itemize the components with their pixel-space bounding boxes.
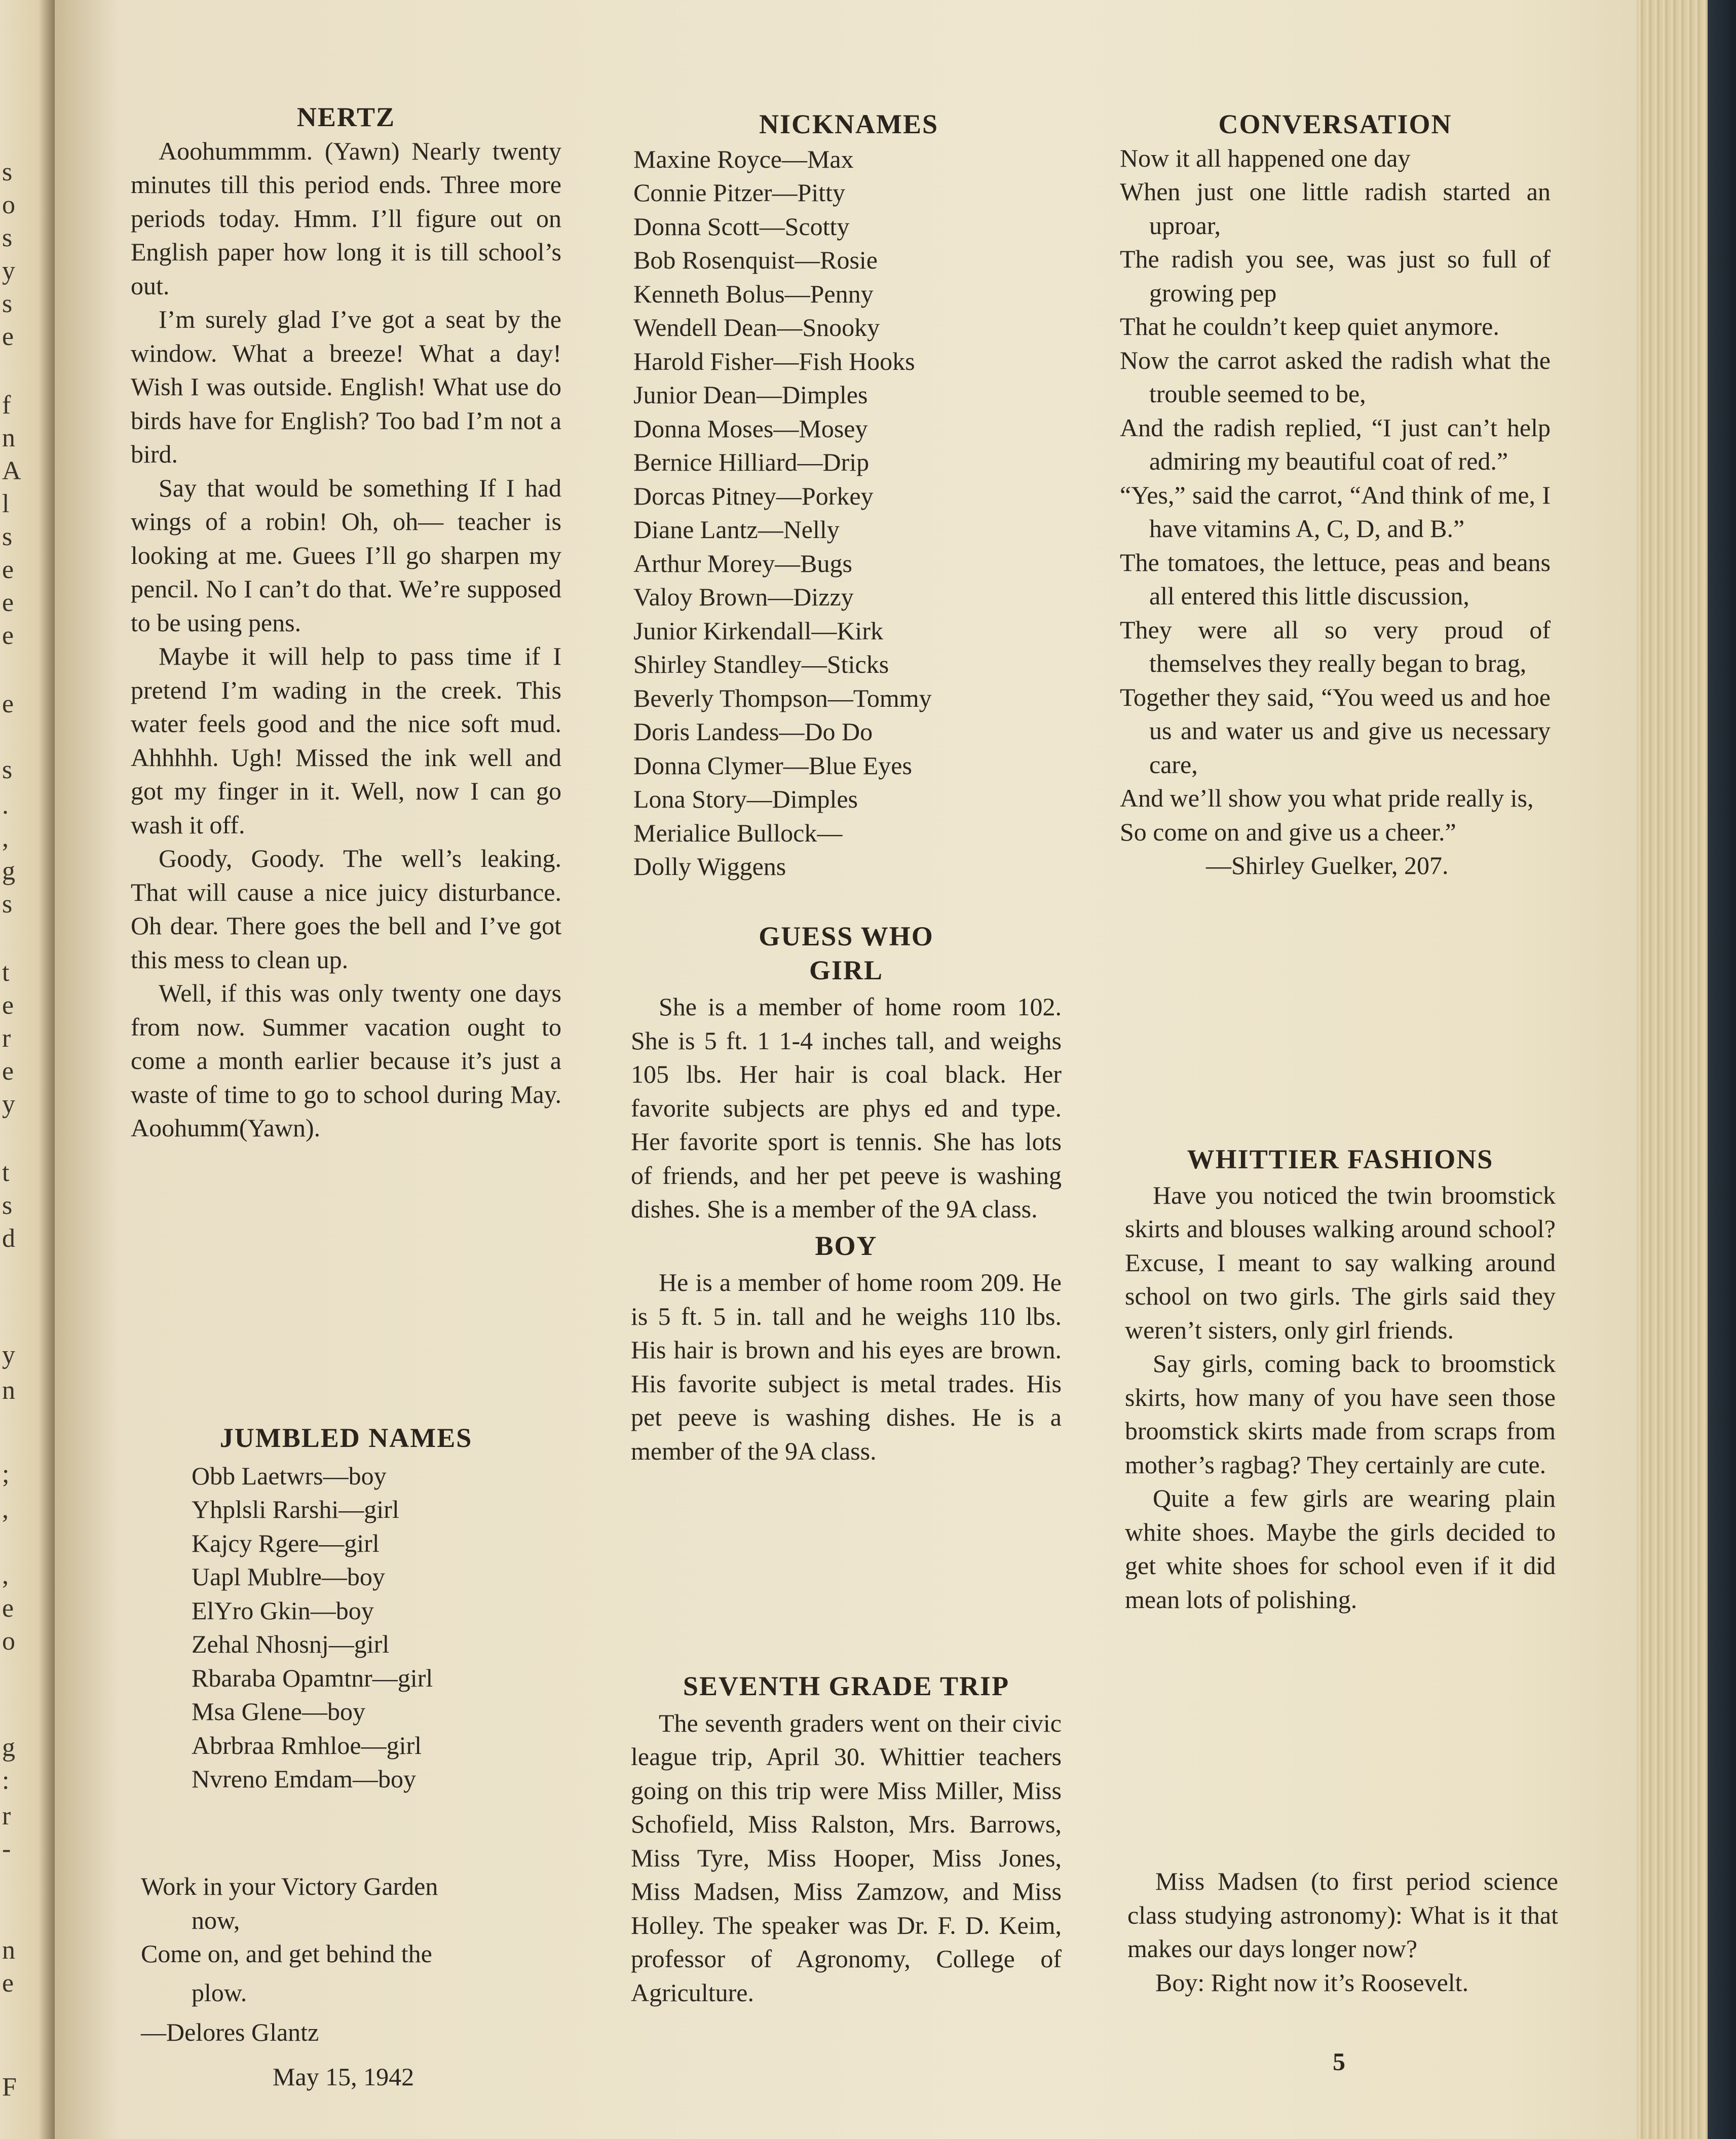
edge-letter: , — [2, 1495, 9, 1524]
poem-line: Come on, and get behind the — [141, 1939, 432, 1968]
conversation-line: And the radish replied, “I just can’t help admiring my beautiful coat of red.” — [1120, 413, 1551, 475]
edge-letter: f — [2, 391, 11, 419]
nertz-paragraph: Maybe it will help to pass time if I pretend I’m wading in the creek. This water feels good and the nice soft mud. Ahhhhh. Ugh! Missed the ink well and got my finger in it. Well, now I can go wash it off. — [131, 642, 561, 839]
fashions-paragraph: Quite a few girls are wearing plain white shoes. Maybe the girls decided to get white shoes for school even if it did mean lots of polishing. — [1125, 1484, 1556, 1614]
nickname-item: Wendell Dean—Snooky — [633, 313, 880, 341]
guess-who-title: GUESS WHO — [759, 921, 934, 951]
edge-letter: t — [2, 958, 10, 987]
jumbled-name-item: Zehal Nhosnj—girl — [192, 1630, 390, 1658]
seventh-grade-trip-title: SEVENTH GRADE TRIP — [683, 1671, 1010, 1701]
edge-letter: . — [2, 791, 9, 820]
jumbled-name-item: Abrbraa Rmhloe—girl — [192, 1731, 422, 1760]
conversation-line: The tomatoes, the lettuce, peas and beans all entered this little discussion, — [1120, 548, 1551, 610]
binder-cover — [1708, 0, 1736, 2139]
nertz-paragraph: Goody, Goody. The well’s leaking. That will cause a nice juicy disturbance. Oh dear. There goes the bell and I’ve got this mess to clean up. — [131, 844, 561, 974]
issue-date: May 15, 1942 — [273, 2062, 414, 2091]
nickname-item: Dorcas Pitney—Porkey — [633, 481, 874, 510]
edge-letter: e — [2, 621, 14, 650]
conversation-line: The radish you see, was just so full of growing pep — [1120, 245, 1551, 307]
astronomy-joke — [1127, 1864, 1558, 1999]
conversation-line: Now it all happened one day — [1120, 143, 1411, 172]
page-stack-edge — [1637, 0, 1708, 2139]
nertz-paragraph: Aoohummmm. (Yawn) Nearly twenty minutes till this period ends. Three more periods today. Hmm. I’ll figure out on English paper how long it is till school’s out. — [131, 136, 561, 300]
conversation-line: They were all so very proud of themselves they really began to brag, — [1120, 615, 1551, 677]
edge-letter: e — [2, 1594, 14, 1623]
edge-letter: F — [2, 2073, 17, 2102]
adjacent-page-edge — [0, 0, 55, 2139]
conversation-title: CONVERSATION — [1218, 109, 1452, 139]
edge-letter: l — [2, 489, 10, 518]
guess-who-girl-title: GIRL — [809, 954, 884, 985]
edge-letter: , — [2, 824, 9, 853]
edge-letter: s — [2, 1191, 13, 1220]
edge-letter: : — [2, 1766, 10, 1795]
edge-letter: s — [2, 223, 13, 252]
edge-letter: e — [2, 690, 14, 718]
guess-who-girl-text: She is a member of home room 102. She is 5 ft. 1 1-4 inches tall, and weighs 105 lbs. Her hair is coal black. Her favorite subjects are phys ed and type. Her favorite sport is tennis. She has lots of friends, and her pet peeve is washing dishes. She is a member of the 9A class. — [631, 992, 1062, 1223]
joke-answer: Boy: Right now it’s Roosevelt. — [1155, 1968, 1469, 1997]
poem-line: Work in your Victory Garden — [141, 1872, 438, 1900]
fashions-paragraph: Say girls, coming back to broomstick skirts, how many of you have seen those broomstick skirts made from scraps from mother’s ragbag? They certainly are cute. — [1125, 1349, 1556, 1479]
nertz-paragraph: I’m surely glad I’ve got a seat by the window. What a breeze! What a day! Wish I was outside. English! What use do birds have for English? Too bad I’m not a bird. — [131, 305, 561, 468]
jumbled-name-item: Rbaraba Opamtnr—girl — [192, 1663, 433, 1692]
nickname-item: Donna Clymer—Blue Eyes — [633, 751, 912, 780]
edge-letter: g — [2, 857, 15, 886]
edge-letter: d — [2, 1224, 15, 1253]
edge-letter: n — [2, 424, 15, 452]
column-left — [131, 100, 561, 1145]
whittier-fashions-title: WHITTIER FASHIONS — [1187, 1144, 1494, 1174]
edge-letter: y — [2, 1341, 15, 1369]
edge-letter: , — [2, 1561, 9, 1590]
seventh-grade-trip-section — [631, 1669, 1062, 2009]
nickname-item: Arthur Morey—Bugs — [633, 549, 852, 578]
jumbled-name-item: Msa Glene—boy — [192, 1697, 365, 1726]
edge-letter: s — [2, 289, 13, 318]
nickname-item: Bob Rosenquist—Rosie — [633, 246, 878, 274]
nickname-item: Bernice Hilliard—Drip — [633, 448, 870, 476]
victory-garden-poem — [141, 1869, 561, 2049]
edge-letter: e — [2, 991, 14, 1020]
nicknames-title: NICKNAMES — [759, 109, 939, 139]
conversation-line: Now the carrot asked the radish what the trouble seemed to be, — [1120, 346, 1551, 408]
nertz-title: NERTZ — [296, 102, 396, 132]
edge-letter: e — [2, 555, 14, 584]
nickname-item: Connie Pitzer—Pitty — [633, 178, 846, 207]
nickname-item: Merialice Bullock— — [633, 818, 843, 847]
conversation-line: Together they said, “You weed us and hoe us and water us and give us necessary care, — [1120, 682, 1551, 779]
conversation-line: “Yes,” said the carrot, “And think of me, I have vitamins A, C, D, and B.” — [1120, 480, 1551, 543]
jumbled-name-item: Nvreno Emdam—boy — [192, 1765, 416, 1793]
guess-who-boy-title: BOY — [815, 1230, 878, 1261]
edge-letter: s — [2, 158, 13, 186]
nickname-item: Valoy Brown—Dizzy — [633, 583, 854, 611]
nickname-item: Lona Story—Dimples — [633, 785, 858, 813]
conversation-line: So come on and give us a cheer.” — [1120, 817, 1456, 846]
edge-letter: g — [2, 1733, 15, 1762]
nickname-item: Junior Dean—Dimples — [633, 380, 868, 409]
edge-letter: s — [2, 890, 13, 919]
jumbled-name-item: Obb Laetwrs—boy — [192, 1461, 387, 1490]
edge-letter: e — [2, 322, 14, 351]
edge-letter: n — [2, 1936, 15, 1965]
column-middle — [633, 107, 1064, 884]
conversation-author: —Shirley Guelker, 207. — [1206, 851, 1449, 880]
edge-letter: r — [2, 1024, 11, 1053]
poem-author: —Delores Glantz — [141, 2018, 319, 2046]
nickname-item: Shirley Standley—Sticks — [633, 650, 889, 678]
edge-letter: o — [2, 1627, 15, 1656]
poem-line: now, — [192, 1905, 240, 1934]
fashions-paragraph: Have you noticed the twin broomstick skirts and blouses walking around school? Excuse, I meant to say walking around school on two girls. The girls said they weren’t sisters, only girl friends. — [1125, 1180, 1556, 1344]
guess-who-boy-text: He is a member of home room 209. He is 5 ft. 5 in. tall and he weighs 110 lbs. His hair is brown and his eyes are brown. His favorite subject is metal trades. His pet peeve is washing dishes. He is a member of the 9A class. — [631, 1268, 1062, 1465]
column-right — [1120, 107, 1551, 883]
edge-letter: - — [2, 1835, 11, 1863]
jumbled-name-item: Yhplsli Rarshi—girl — [192, 1495, 399, 1523]
nickname-item: Junior Kirkendall—Kirk — [633, 616, 883, 645]
nickname-item: Donna Moses—Mosey — [633, 414, 868, 443]
edge-letter: s — [2, 522, 13, 551]
edge-letter: y — [2, 1090, 15, 1119]
conversation-line: And we’ll show you what pride really is, — [1120, 784, 1534, 812]
edge-letter: e — [2, 1057, 14, 1086]
nickname-item: Kenneth Bolus—Penny — [633, 279, 874, 308]
jumbled-names-section — [131, 1421, 561, 1796]
edge-letter: e — [2, 588, 14, 617]
nickname-item: Harold Fisher—Fish Hooks — [633, 347, 915, 375]
edge-letter: r — [2, 1802, 11, 1830]
nickname-item: Beverly Thompson—Tommy — [633, 683, 932, 712]
nertz-paragraph: Say that would be something If I had wings of a robin! Oh, oh— teacher is looking at me. Guees I’ll go sharpen my pencil. No I can’t do that. We’re supposed to be using pens. — [131, 473, 561, 637]
nickname-item: Doris Landess—Do Do — [633, 717, 873, 746]
edge-letter: s — [2, 755, 13, 784]
whittier-fashions-section — [1125, 1142, 1556, 1616]
nickname-continuation: Dolly Wiggens — [633, 852, 786, 881]
seventh-grade-trip-text: The seventh graders went on their civic league trip, April 30. Whittier teachers going on this trip were Miss Miller, Miss Schofield, Miss Ralston, Mrs. Barrows, Miss Tyre, Miss Hooper, Miss Jones, Miss Madsen, Miss Zamzow, and Miss Holley. The speaker was Dr. F. D. Keim, professor of Agronomy, College of Agriculture. — [631, 1708, 1062, 2007]
jumbled-name-item: ElYro Gkin—boy — [192, 1596, 374, 1625]
nickname-item: Donna Scott—Scotty — [633, 212, 850, 241]
edge-letter: A — [2, 456, 21, 485]
jumbled-names-title: JUMBLED NAMES — [219, 1423, 473, 1453]
jumbled-name-item: Kajcy Rgere—girl — [192, 1529, 380, 1557]
edge-letter: y — [2, 256, 15, 285]
jumbled-name-item: Uapl Mublre—boy — [192, 1562, 385, 1591]
conversation-line: That he couldn’t keep quiet anymore. — [1120, 312, 1499, 340]
nickname-item: Maxine Royce—Max — [633, 144, 854, 173]
edge-letter: t — [2, 1158, 10, 1187]
nertz-paragraph: Well, if this was only twenty one days from now. Summer vacation ought to come a month earlier because it’s just a waste of time to go to school during May. Aoohumm(Yawn). — [131, 979, 561, 1142]
edge-letter: ; — [2, 1460, 10, 1488]
joke-question: Miss Madsen (to first period science class studying astronomy): What is it that makes our days longer now? — [1127, 1867, 1558, 1963]
nickname-item: Diane Lantz—Nelly — [633, 515, 840, 544]
poem-line: plow. — [192, 1978, 247, 2007]
page-number: 5 — [1333, 2047, 1345, 2076]
conversation-line: When just one little radish started an uproar, — [1120, 177, 1551, 240]
edge-letter: o — [2, 190, 15, 219]
edge-letter: e — [2, 1969, 14, 1998]
guess-who-section — [631, 920, 1062, 1468]
edge-letter: n — [2, 1376, 15, 1405]
